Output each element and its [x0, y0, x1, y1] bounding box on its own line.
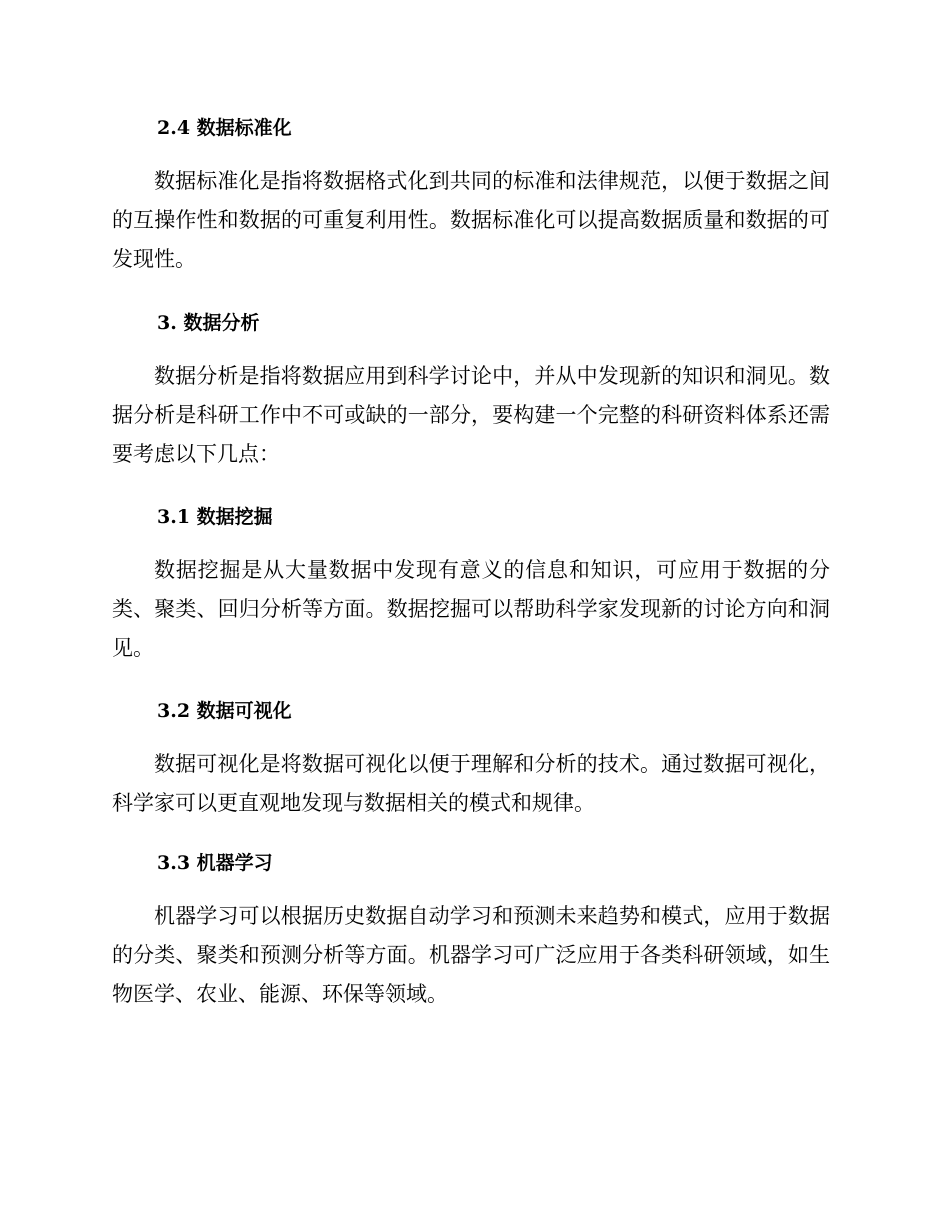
- section-heading-3-3: 3.3 机器学习: [157, 852, 273, 874]
- section-heading-3-1: 3.1 数据挖掘: [157, 506, 273, 528]
- section-heading-3-2: 3.2 数据可视化: [157, 700, 292, 722]
- section-heading-3: 3. 数据分析: [157, 312, 260, 334]
- section-paragraph-3-3: 机器学习可以根据历史数据自动学习和预测未来趋势和模式，应用于数据的分类、聚类和预测分析等方面。机器学习可广泛应用于各类科研领域，如生物医学、农业、能源、环保等领域。: [112, 904, 830, 1006]
- section-paragraph-2-4: 数据标准化是指将数据格式化到共同的标准和法律规范，以便于数据之间的互操作性和数据的可重复利用性。数据标准化可以提高数据质量和数据的可发现性。: [112, 169, 830, 271]
- section-paragraph-3-2: 数据可视化是将数据可视化以便于理解和分析的技术。通过数据可视化，科学家可以更直观地发现与数据相关的模式和规律。: [112, 752, 830, 815]
- section-paragraph-3-1: 数据挖掘是从大量数据中发现有意义的信息和知识，可应用于数据的分类、聚类、回归分析等方面。数据挖掘可以帮助科学家发现新的讨论方向和洞见。: [112, 558, 830, 660]
- section-heading-2-4: 2.4 数据标准化: [157, 117, 292, 139]
- section-paragraph-3: 数据分析是指将数据应用到科学讨论中，并从中发现新的知识和洞见。数据分析是科研工作中不可或缺的一部分，要构建一个完整的科研资料体系还需要考虑以下几点：: [112, 364, 830, 466]
